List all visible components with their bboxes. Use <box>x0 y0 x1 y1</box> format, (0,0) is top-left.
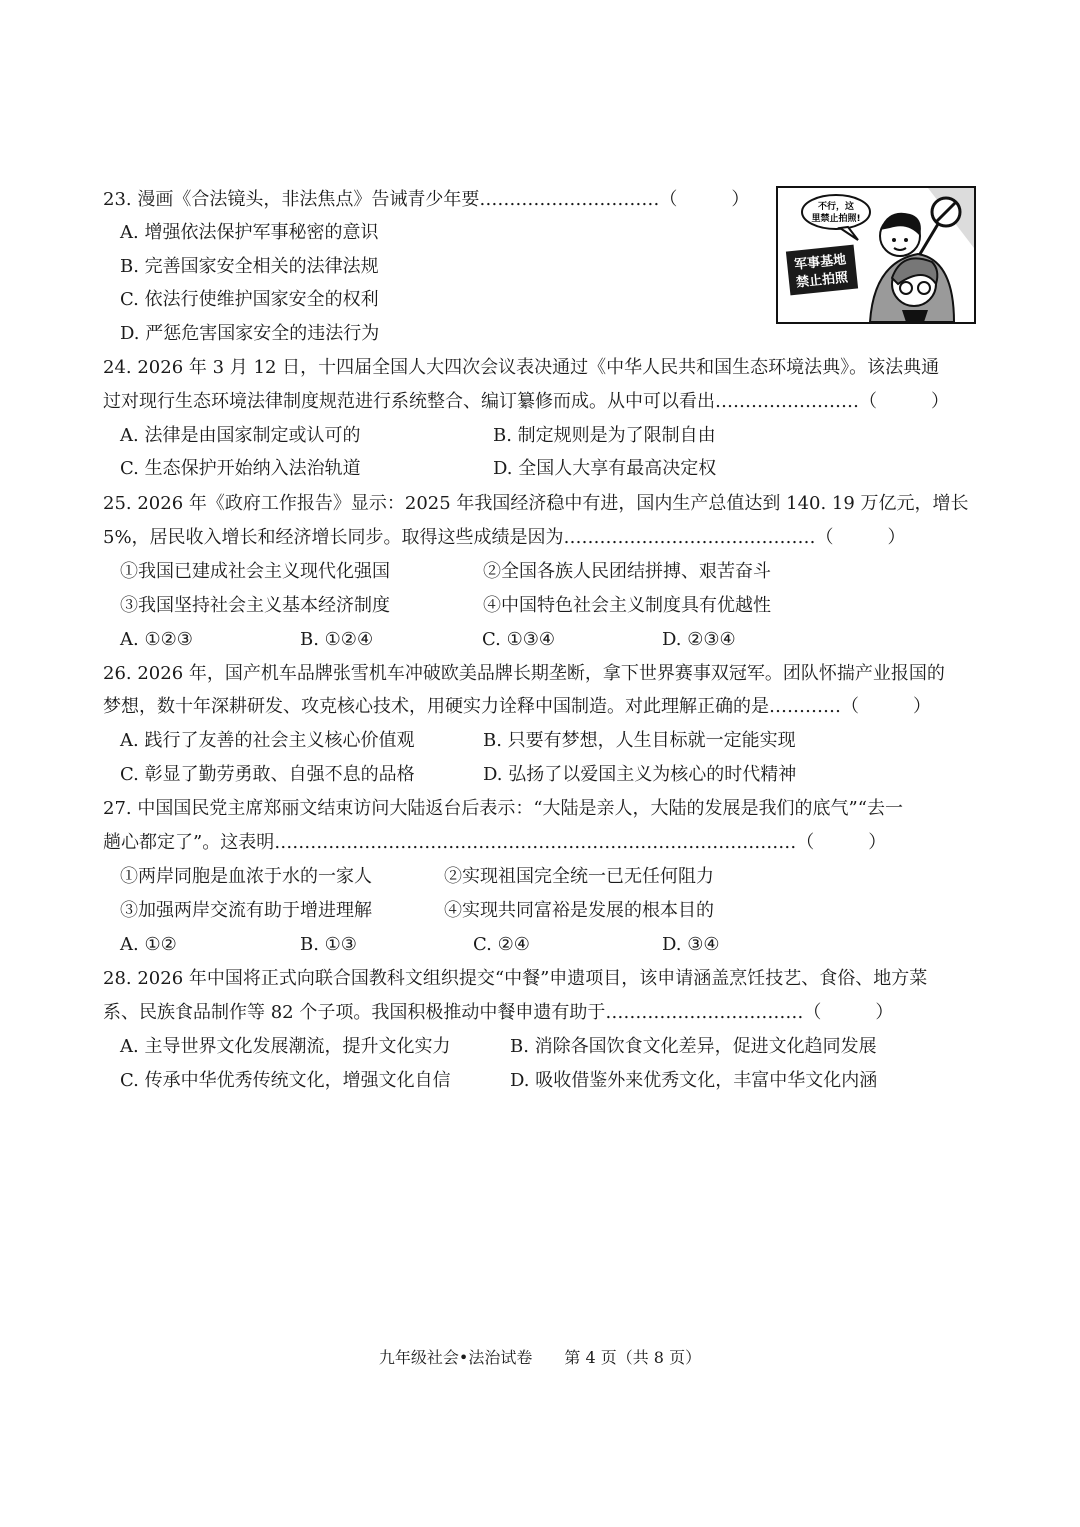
q23-stem: 23. 漫画《合法镜头，非法焦点》告诫青少年要…………………………（ ） <box>103 189 750 210</box>
q28-option-a: A. 主导世界文化发展潮流，提升文化实力 <box>120 1036 451 1057</box>
q24-option-b: B. 制定规则是为了限制自由 <box>493 425 716 446</box>
q26-stem-line2: 梦想，数十年深耕研发、攻克核心技术，用硬实力诠释中国制造。对此理解正确的是…………（ ） <box>103 696 931 717</box>
q23-option-b: B. 完善国家安全相关的法律法规 <box>120 256 379 277</box>
q27-option-a: A. ①② <box>120 934 177 955</box>
q25-statement-4: ④中国特色社会主义制度具有优越性 <box>483 595 771 616</box>
q23-option-c: C. 依法行使维护国家安全的权利 <box>120 289 379 310</box>
q26-stem-line1: 26. 2026 年，国产机车品牌张雪机车冲破欧美品牌长期垄断，拿下世界赛事双冠军。团队怀揣产业报国的 <box>103 663 945 684</box>
q26-option-c: C. 彰显了勤劳勇敢、自强不息的品格 <box>120 764 415 785</box>
q28-option-d: D. 吸收借鉴外来优秀文化，丰富中华文化内涵 <box>510 1070 878 1091</box>
q27-statement-4: ④实现共同富裕是发展的根本目的 <box>444 900 714 921</box>
svg-text:禁止拍照: 禁止拍照 <box>795 270 849 291</box>
q26-option-d: D. 弘扬了以爱国主义为核心的时代精神 <box>483 764 797 785</box>
q27-option-d: D. ③④ <box>662 934 720 955</box>
q28-option-c: C. 传承中华优秀传统文化，增强文化自信 <box>120 1070 451 1091</box>
q25-statement-3: ③我国坚持社会主义基本经济制度 <box>120 595 390 616</box>
q28-stem-line1: 28. 2026 年中国将正式向联合国教科文组织提交“中餐”申遗项目，该申请涵盖烹饪技艺、食俗、地方菜 <box>103 968 928 989</box>
q25-option-d: D. ②③④ <box>662 629 736 650</box>
cartoon-drawing <box>778 188 974 322</box>
cartoon-image <box>776 186 976 324</box>
q25-statement-2: ②全国各族人民团结拼搏、艰苦奋斗 <box>483 561 771 582</box>
q24-option-c: C. 生态保护开始纳入法治轨道 <box>120 458 361 479</box>
q28-stem-line2: 系、民族食品制作等 82 个子项。我国积极推动中餐申遗有助于……………………………（ ） <box>103 1002 894 1023</box>
q25-option-a: A. ①②③ <box>120 629 193 650</box>
q26-option-b: B. 只要有梦想，人生目标就一定能实现 <box>483 730 796 751</box>
q27-stem-line1: 27. 中国国民党主席郑丽文结束访问大陆返台后表示：“大陆是亲人，大陆的发展是我们的底气”“去一 <box>103 798 903 819</box>
q25-statement-1: ①我国已建成社会主义现代化强国 <box>120 561 390 582</box>
svg-text:不行，这: 不行，这 <box>817 202 855 212</box>
q25-stem-line1: 25. 2026 年《政府工作报告》显示：2025 年我国经济稳中有进，国内生产总值达到 140. 19 万亿元，增长 <box>103 493 969 514</box>
q25-option-c: C. ①③④ <box>482 629 555 650</box>
q24-option-a: A. 法律是由国家制定或认可的 <box>120 425 361 446</box>
q27-stem-line2: 趟心都定了”。这表明……………………………………………………………………………（ ） <box>103 832 887 853</box>
q25-stem-line2: 5%，居民收入增长和经济增长同步。取得这些成绩是因为……………………………………（ ） <box>103 527 906 548</box>
q27-option-b: B. ①③ <box>300 934 357 955</box>
q25-option-b: B. ①②④ <box>300 629 374 650</box>
q26-option-a: A. 践行了友善的社会主义核心价值观 <box>120 730 415 751</box>
q24-stem-line2: 过对现行生态环境法律制度规范进行系统整合、编订纂修而成。从中可以看出……………………（ ） <box>103 391 949 412</box>
q23-option-a: A. 增强依法保护军事秘密的意识 <box>120 222 379 243</box>
q27-statement-3: ③加强两岸交流有助于增进理解 <box>120 900 372 921</box>
q27-statement-2: ②实现祖国完全统一已无任何阻力 <box>444 866 714 887</box>
q24-stem-line1: 24. 2026 年 3 月 12 日，十四届全国人大四次会议表决通过《中华人民共和国生态环境法典》。该法典通 <box>103 357 940 378</box>
q28-option-b: B. 消除各国饮食文化差异，促进文化趋同发展 <box>510 1036 877 1057</box>
svg-text:军事基地: 军事基地 <box>793 252 847 273</box>
q23-option-d: D. 严惩危害国家安全的违法行为 <box>120 323 380 344</box>
page-footer: 九年级社会•法治试卷 第 4 页（共 8 页） <box>378 1348 702 1367</box>
q27-statement-1: ①两岸同胞是血浓于水的一家人 <box>120 866 372 887</box>
svg-text:里禁止拍照!: 里禁止拍照! <box>811 214 861 224</box>
q27-option-c: C. ②④ <box>473 934 530 955</box>
q24-option-d: D. 全国人大享有最高决定权 <box>493 458 717 479</box>
